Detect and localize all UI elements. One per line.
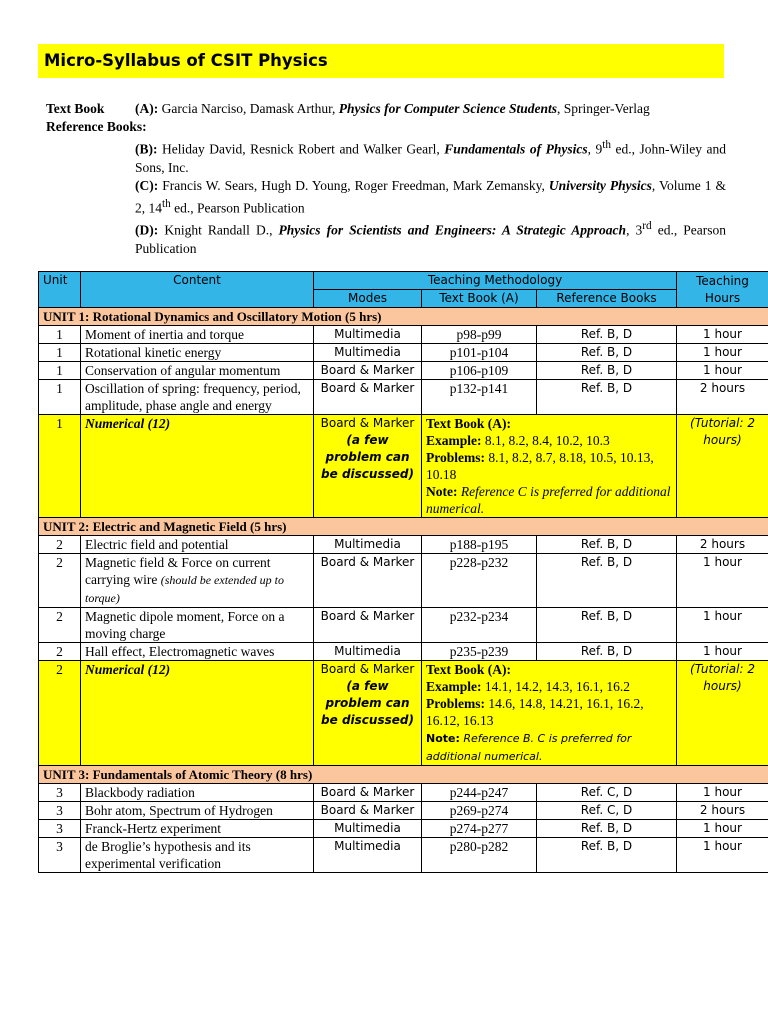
- table-row: [39, 784, 768, 802]
- unit-heading-row: [39, 518, 768, 536]
- cell-text-book: p269-p274: [422, 802, 537, 820]
- cell-reference: Ref. B, D: [537, 344, 677, 362]
- cell-text-book: p280-p282: [422, 838, 537, 873]
- cell-hours: 1 hour: [677, 838, 768, 873]
- header-unit: Unit: [39, 272, 81, 308]
- cell-mode: Board & Marker: [314, 784, 422, 802]
- cell-unit: 3: [39, 838, 81, 873]
- cell-hours: [677, 415, 768, 518]
- cell-mode: Board & Marker: [314, 362, 422, 380]
- cell-unit: 2: [39, 643, 81, 661]
- header-reference-books: Reference Books: [537, 290, 677, 308]
- mode-label: Board & Marker: [320, 662, 415, 676]
- cell-reference: Ref. B, D: [537, 554, 677, 608]
- cell-content: Oscillation of spring: frequency, period, amplitude, phase angle and energy: [81, 380, 314, 415]
- cell-text-book: p101-p104: [422, 344, 537, 362]
- text-book-entry: [135, 100, 650, 118]
- text-book-title: Physics for Computer Science Students: [338, 101, 558, 116]
- header-text-book: Text Book (A): [422, 290, 537, 308]
- cell-content: Magnetic dipole moment, Force on a moving charge: [81, 608, 314, 643]
- header-row-1: [39, 272, 768, 290]
- cell-mode: Multimedia: [314, 643, 422, 661]
- unit-heading-row: [39, 766, 768, 784]
- reference-b: [135, 136, 726, 177]
- text-book-publisher: , Springer-Verlag: [557, 101, 650, 116]
- cell-hours: 1 hour: [677, 784, 768, 802]
- table-row: [39, 554, 768, 608]
- reference-b-code: (B):: [135, 141, 158, 157]
- example-label: Example:: [426, 679, 482, 694]
- cell-unit: 3: [39, 802, 81, 820]
- header-content: Content: [81, 272, 314, 308]
- cell-content: Blackbody radiation: [81, 784, 314, 802]
- reference-d-edition: , 3: [626, 222, 643, 238]
- cell-unit: 2: [39, 554, 81, 608]
- unit-heading-row: [39, 308, 768, 326]
- example-label: Example:: [426, 433, 482, 448]
- note-label: Note:: [426, 484, 458, 499]
- table-row: [39, 838, 768, 873]
- note-label: Note:: [426, 732, 460, 745]
- cell-text-book: p244-p247: [422, 784, 537, 802]
- unit-1-heading: UNIT 1: Rotational Dynamics and Oscillatory Motion (5 hrs): [39, 308, 768, 326]
- header-modes: Modes: [314, 290, 422, 308]
- cell-content: Franck-Hertz experiment: [81, 820, 314, 838]
- cell-reference: Ref. B, D: [537, 643, 677, 661]
- reference-b-publisher: ed., John-Wiley and Sons, Inc.: [135, 141, 726, 175]
- cell-unit: 1: [39, 326, 81, 344]
- reference-b-edition-sup: th: [602, 139, 611, 151]
- cell-reference: Ref. B, D: [537, 326, 677, 344]
- cell-reference: Ref. C, D: [537, 784, 677, 802]
- cell-hours: 1 hour: [677, 820, 768, 838]
- cell-text-book: p232-p234: [422, 608, 537, 643]
- cell-content: Numerical (12): [81, 415, 314, 518]
- cell-hours: 1 hour: [677, 344, 768, 362]
- table-row: [39, 362, 768, 380]
- problems-label: Problems:: [426, 450, 485, 465]
- note-text: Reference B. C is preferred for additional numerical.: [426, 732, 632, 763]
- syllabus-table: [38, 271, 768, 873]
- cell-mode: Board & Marker: [314, 608, 422, 643]
- cell-hours: 1 hour: [677, 326, 768, 344]
- cell-reference: Ref. B, D: [537, 838, 677, 873]
- reference-c-publisher: ed., Pearson Publication: [170, 200, 305, 215]
- table-row: [39, 608, 768, 643]
- cell-text-book: p106-p109: [422, 362, 537, 380]
- reference-c-code: (C):: [135, 177, 159, 193]
- cell-unit: 1: [39, 362, 81, 380]
- cell-reference: Ref. B, D: [537, 608, 677, 643]
- cell-unit: 1: [39, 344, 81, 362]
- cell-mode: Multimedia: [314, 838, 422, 873]
- header-hours-line-2: Hours: [704, 290, 741, 305]
- cell-content: Hall effect, Electromagnetic waves: [81, 643, 314, 661]
- cell-hours: 2 hours: [677, 380, 768, 415]
- numerical-row: [39, 415, 768, 518]
- cell-hours: 1 hour: [677, 362, 768, 380]
- cell-text-book: p235-p239: [422, 643, 537, 661]
- reference-d: [135, 217, 726, 258]
- header-teaching-hours: [677, 272, 768, 308]
- cell-hours: 2 hours: [677, 536, 768, 554]
- cell-mode: Board & Marker: [314, 380, 422, 415]
- reference-b-edition: , 9: [587, 141, 603, 157]
- reference-d-code: (D):: [135, 222, 159, 238]
- numerical-text-book-label: Text Book (A):: [426, 662, 512, 677]
- text-book-label: Text Book: [46, 101, 105, 116]
- cell-mode: Multimedia: [314, 344, 422, 362]
- cell-content: Electric field and potential: [81, 536, 314, 554]
- table-row: [39, 820, 768, 838]
- page-title: Micro-Syllabus of CSIT Physics: [38, 44, 724, 78]
- cell-hours: 1 hour: [677, 554, 768, 608]
- mode-note: (a few problem can be discussed): [321, 433, 414, 481]
- cell-mode: [314, 415, 422, 518]
- cell-text-book: p132-p141: [422, 380, 537, 415]
- cell-unit: 2: [39, 536, 81, 554]
- cell-text-book: p188-p195: [422, 536, 537, 554]
- cell-mode: [314, 661, 422, 766]
- cell-mode: Multimedia: [314, 326, 422, 344]
- table-row: [39, 344, 768, 362]
- table-row: [39, 326, 768, 344]
- reference-c-title: University Physics: [548, 177, 652, 193]
- cell-content: Conservation of angular momentum: [81, 362, 314, 380]
- reference-c-edition-sup: th: [162, 197, 171, 210]
- cell-mode: Multimedia: [314, 820, 422, 838]
- example-values: 14.1, 14.2, 14.3, 16.1, 16.2: [481, 679, 630, 694]
- cell-hours: 1 hour: [677, 608, 768, 643]
- unit-2-heading: UNIT 2: Electric and Magnetic Field (5 hrs): [39, 518, 768, 536]
- reference-d-publisher: ed., Pearson Publication: [135, 222, 727, 256]
- cell-hours: 1 hour: [677, 643, 768, 661]
- table-row: [39, 643, 768, 661]
- example-values: 8.1, 8.2, 8.4, 10.2, 10.3: [481, 433, 610, 448]
- cell-text-book: p274-p277: [422, 820, 537, 838]
- reference-d-edition-sup: rd: [642, 220, 652, 232]
- cell-content: de Broglie’s hypothesis and its experimental verification: [81, 838, 314, 873]
- table-row: [39, 380, 768, 415]
- reference-books-label: Reference Books:: [46, 119, 147, 134]
- problems-label: Problems:: [426, 696, 485, 711]
- cell-unit: 2: [39, 661, 81, 766]
- book-references: [46, 100, 726, 258]
- cell-reference: Ref. B, D: [537, 380, 677, 415]
- cell-unit: 3: [39, 820, 81, 838]
- cell-numerical-details: [422, 661, 677, 766]
- table-row: [39, 802, 768, 820]
- cell-hours: 2 hours: [677, 802, 768, 820]
- cell-mode: Board & Marker: [314, 554, 422, 608]
- cell-unit: 1: [39, 380, 81, 415]
- cell-text-book: p228-p232: [422, 554, 537, 608]
- cell-content: Bohr atom, Spectrum of Hydrogen: [81, 802, 314, 820]
- text-book-authors: Garcia Narciso, Damask Arthur,: [158, 101, 339, 116]
- cell-unit: 2: [39, 608, 81, 643]
- note-text: Reference C is preferred for additional numerical.: [426, 484, 671, 516]
- mode-note: (a few problem can be discussed): [321, 679, 414, 727]
- cell-reference: Ref. C, D: [537, 802, 677, 820]
- reference-d-title: Physics for Scientists and Engineers: A Strategic Approach: [278, 222, 627, 238]
- cell-unit: 3: [39, 784, 81, 802]
- reference-d-authors: Knight Randall D.,: [158, 222, 279, 238]
- cell-content: Moment of inertia and torque: [81, 326, 314, 344]
- text-book-code: (A):: [135, 101, 159, 116]
- reference-c-edition: , Volume 1 & 2, 14: [135, 177, 726, 215]
- numerical-text-book-label: Text Book (A):: [426, 416, 512, 431]
- cell-hours: [677, 661, 768, 766]
- content-text: Magnetic field & Force on current carrying wire: [85, 555, 271, 587]
- cell-numerical-details: [422, 415, 677, 518]
- tutorial-hours: (Tutorial: 2 hours): [690, 662, 755, 693]
- text-book-line: [46, 100, 726, 118]
- cell-mode: Board & Marker: [314, 802, 422, 820]
- cell-content: Rotational kinetic energy: [81, 344, 314, 362]
- header-teaching-methodology: Teaching Methodology: [314, 272, 677, 290]
- reference-b-authors: Heliday David, Resnick Robert and Walker Gearl,: [157, 141, 445, 157]
- cell-content: Numerical (12): [81, 661, 314, 766]
- problems-values: 8.1, 8.2, 8.7, 8.18, 10.5, 10.13, 10.18: [426, 450, 654, 482]
- cell-unit: 1: [39, 415, 81, 518]
- cell-content: [81, 554, 314, 608]
- table-row: [39, 536, 768, 554]
- cell-reference: Ref. B, D: [537, 820, 677, 838]
- unit-3-heading: UNIT 3: Fundamentals of Atomic Theory (8 hrs): [39, 766, 768, 784]
- reference-b-title: Fundamentals of Physics: [444, 141, 588, 157]
- tutorial-hours: (Tutorial: 2 hours): [690, 416, 755, 447]
- content-note: (should be extended up to torque): [85, 573, 285, 605]
- mode-label: Board & Marker: [320, 416, 415, 430]
- cell-mode: Multimedia: [314, 536, 422, 554]
- cell-reference: Ref. B, D: [537, 362, 677, 380]
- header-hours-line-1: Teaching: [696, 273, 749, 288]
- problems-values: 14.6, 14.8, 14.21, 16.1, 16.2, 16.12, 16.13: [426, 696, 644, 728]
- reference-c-authors: Francis W. Sears, Hugh D. Young, Roger Freedman, Mark Zemansky,: [158, 177, 549, 193]
- cell-reference: Ref. B, D: [537, 536, 677, 554]
- numerical-row: [39, 661, 768, 766]
- reference-c: [135, 177, 726, 218]
- cell-text-book: p98-p99: [422, 326, 537, 344]
